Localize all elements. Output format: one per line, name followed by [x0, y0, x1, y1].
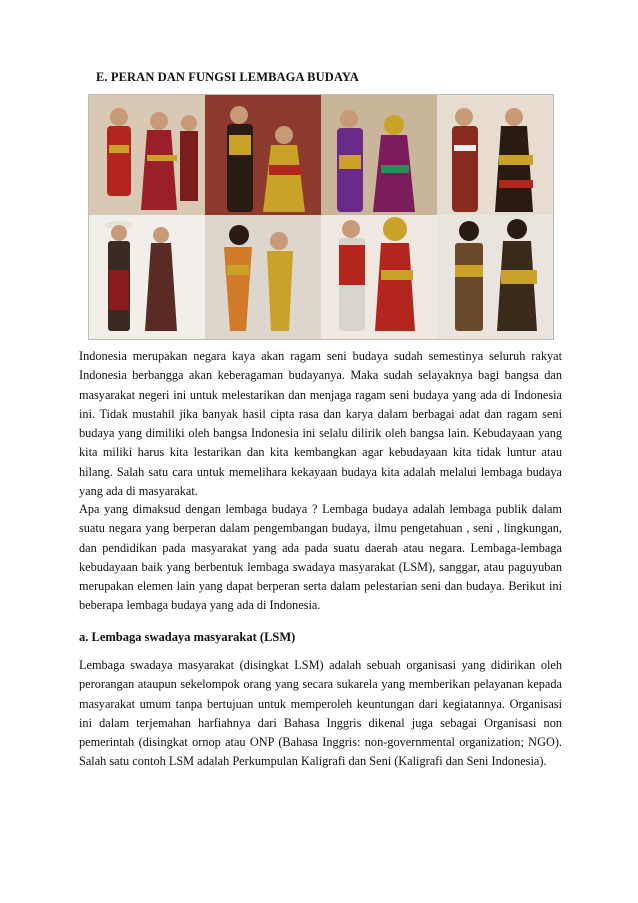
intro-paragraph: Indonesia merupakan negara kaya akan ragam seni budaya sudah semestinya seluruh rakyat Indonesia berbangga akan keberagaman budayanya. Maka sudah selayaknya bagi bangsa dan masyarakat negeri ini untuk melestarikan dan menjaga ragam seni budaya yang ada di Indonesia ini. Tidak mustahil jika banyak hasil cipta rasa dan karya dalam berbagai adat dan ragam seni budaya yang dimiliki oleh bangsa Indonesia ini selalu dilirik oleh bangsa lain. Kebudayaan yang kita miliki harus kita lestarikan dan kita kembangkan agar kebudayaan kita tidak luntur atau hilang. Salah satu cara untuk memelihara kekayaan budaya kita adalah melalui lembaga budaya yang ada di masyarakat.: [79, 349, 562, 499]
subsection-heading: a. Lembaga swadaya masyarakat (LSM): [79, 630, 296, 644]
traditional-costumes-photo-collage: [88, 94, 554, 340]
section-heading: E. PERAN DAN FUNGSI LEMBAGA BUDAYA: [96, 70, 359, 84]
definition-paragraph: Apa yang dimaksud dengan lembaga budaya ? Lembaga budaya adalah lembaga publik dalam suatu negara yang berperan dalam pengembangan budaya, ilmu pengetahuan , seni , lingkungan, dan pendidikan pada masyarakat yang ada pada suatu daerah atau negara. Lembaga-lembaga kebudayaan baik yang berbentuk lembaga swadaya masyarakat (LSM), sanggar, atau paguyuban merupakan elemen lain yang dapat berperan serta dalam pelestarian seni dan budaya. Berikut ini beberapa lembaga budaya yang ada di Indonesia.: [79, 502, 562, 613]
lsm-paragraph: Lembaga swadaya masyarakat (disingkat LSM) adalah sebuah organisasi yang didirikan oleh perorangan ataupun sekelompok orang yang secara sukarela yang memberikan pelayanan kepada masyarakat umum tanpa bertujuan untuk memperoleh keuntungan dari kegiatannya. Organisasi ini dalam terjemahan harfiahnya dari Bahasa Inggris dikenal juga sebagai Organisasi non pemerintah (disingkat ornop atau ONP (Bahasa Inggris: non-governmental organization; NGO). Salah satu contoh LSM adalah Perkumpulan Kaligrafi dan Seni (Kaligrafi dan Seni Indonesia).: [79, 658, 562, 769]
